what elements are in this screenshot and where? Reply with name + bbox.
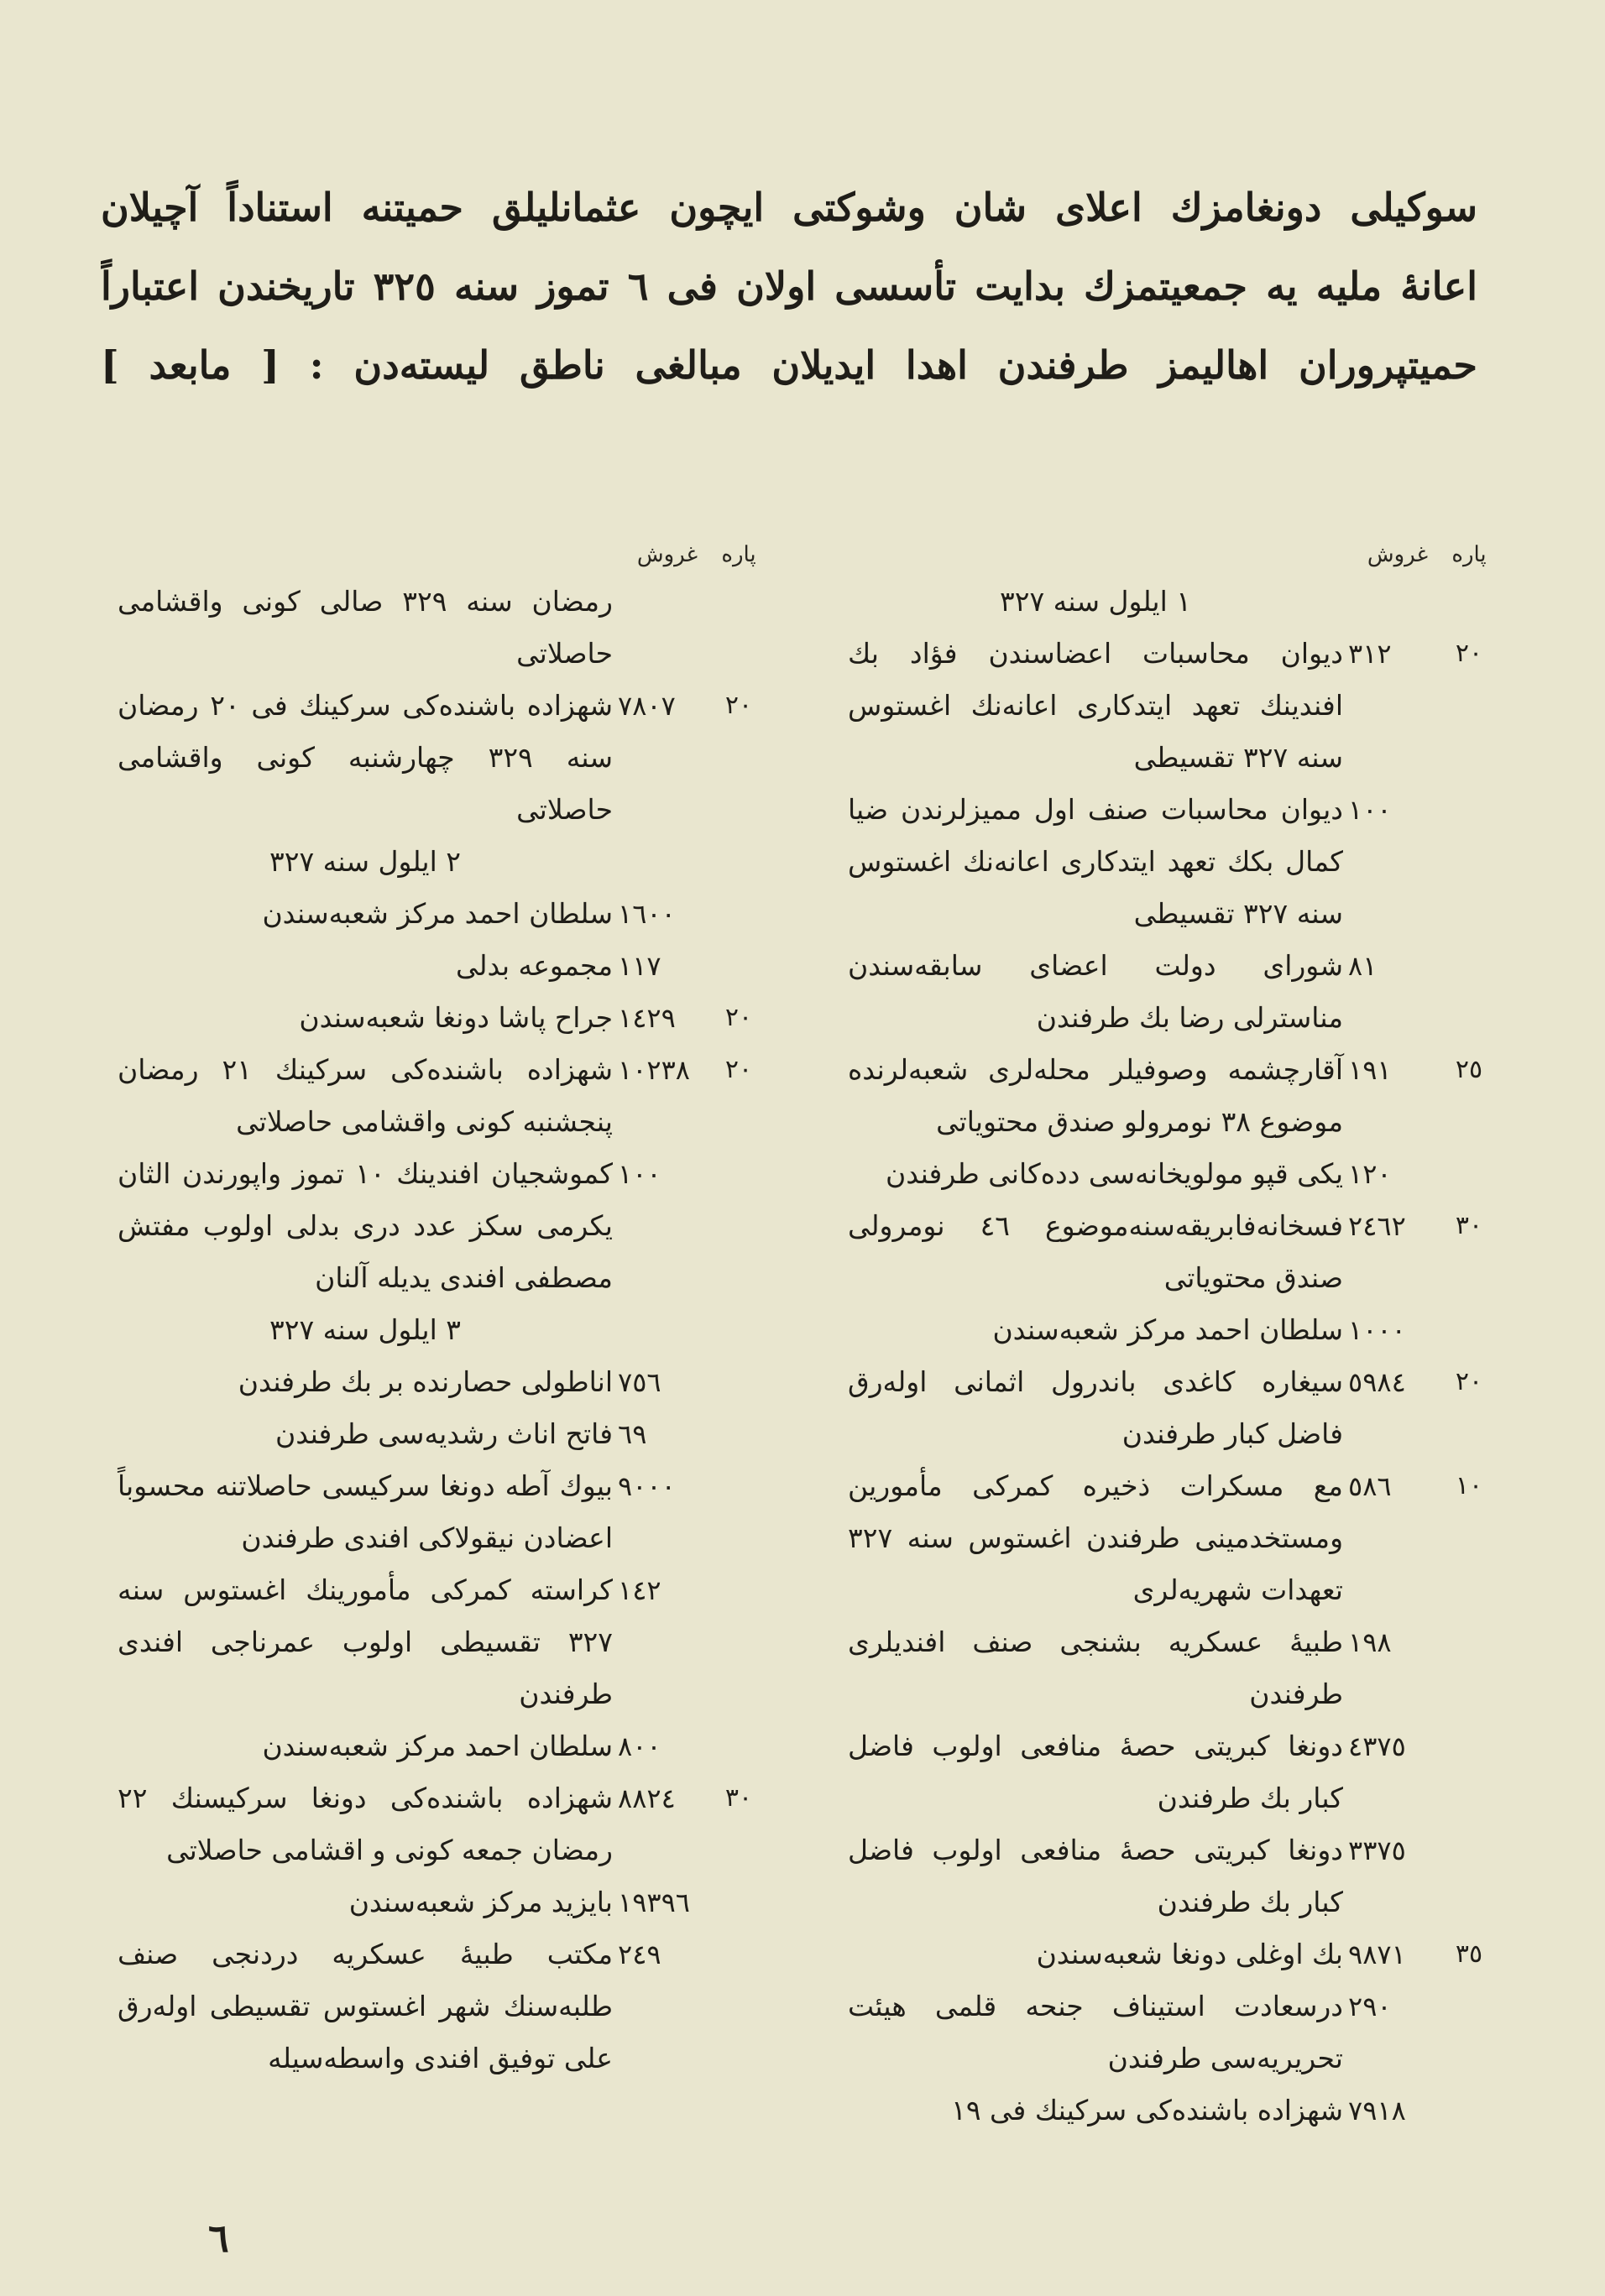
donation-entry <box>118 1876 764 1928</box>
para-amount: ٢٠ <box>1455 1367 1483 1396</box>
date-heading: ١ ایلول سنه ٣٢٧ <box>1000 585 1191 618</box>
donor-description: دونغا کبریتی حصهٔ منافعی اولوب فاضل کبار بك طرفندن <box>848 1730 1343 1814</box>
gurus-amount: ٩٠٠٠ <box>618 1470 676 1502</box>
donation-entry <box>848 1720 1494 1824</box>
para-amount: ٢٠ <box>724 691 753 720</box>
date-heading-row <box>118 1304 764 1356</box>
donation-entry <box>848 1616 1494 1720</box>
gurus-amount: ٦٩ <box>618 1418 647 1450</box>
donor-description: بك اوغلی دونغا شعبه‌سندن <box>1036 1938 1343 1970</box>
donor-description: سلطان احمد مرکز شعبه‌سندن <box>262 897 613 930</box>
gurus-amount: ١٠٠ <box>618 1158 661 1190</box>
donor-description: فسخانه‌فابریقه‌سنه‌موضوع ٤٦ نومرولی صندق محتویاتی <box>848 1209 1344 1294</box>
gurus-amount: ١٠٠٠ <box>1348 1314 1406 1346</box>
donation-entry <box>118 1460 764 1564</box>
donation-entry <box>118 1564 764 1720</box>
donor-description: جراح پاشا دونغا شعبه‌سندن <box>299 1001 613 1034</box>
donor-description: رمضان سنه ٣٢٩ صالی کونی واقشامی حاصلاتی <box>118 585 613 670</box>
entry-list <box>848 576 1494 2137</box>
gurus-amount: ١٩١ <box>1348 1054 1392 1086</box>
donation-entry <box>848 1304 1494 1356</box>
donor-description: درسعادت استیناف جنحه قلمی هیئت تحریریه‌سی طرفندن <box>848 1990 1343 2074</box>
intro-paragraph <box>101 168 1477 404</box>
gurus-amount: ٧٥٦ <box>618 1366 661 1398</box>
gurus-amount: ٢٤٩ <box>618 1939 661 1970</box>
gurus-amount: ٣٣٧٥ <box>1348 1834 1406 1866</box>
donor-description: مع مسکرات ذخیره کمرکی مأمورین ومستخدمینی طرفندن اغستوس سنه ٣٢٧ تعهدات شهریه‌لری <box>848 1469 1343 1606</box>
donor-description: یکی قپو مولویخانه‌سی دده‌کانی طرفندن <box>886 1157 1343 1190</box>
gurus-label: غروش <box>636 542 698 567</box>
donation-entry <box>848 1980 1494 2085</box>
donor-description: مکتب طبیهٔ عسکریه دردنجی صنف طلبه‌سنك شهر اغستوس تقسیطی اوله‌رق علی توفیق افندی واسطه‌سیله <box>118 1938 613 2074</box>
donation-entry <box>118 992 764 1044</box>
gurus-amount: ٣١٢ <box>1348 638 1392 670</box>
date-heading: ٢ ایلول سنه ٣٢٧ <box>269 845 461 878</box>
donor-description: دونغا کبریتی حصهٔ منافعی اولوب فاضل کبار بك طرفندن <box>848 1834 1343 1918</box>
date-heading-row <box>848 576 1494 628</box>
donation-entry <box>118 576 764 680</box>
gurus-amount: ٧٩١٨ <box>1348 2095 1406 2126</box>
donation-entry <box>848 1460 1494 1616</box>
donor-description: شهزاده باشنده‌کی سرکینك فی ١٩ <box>951 2094 1343 2126</box>
gurus-amount: ١٦٠٠ <box>618 898 676 930</box>
donor-description: بیوك آطه دونغا سرکیسی حاصلاتنه محسوباً اعضادن نیقولاکی افندی طرفندن <box>118 1469 613 1554</box>
gurus-amount: ٩٨٧١ <box>1348 1939 1406 1970</box>
gurus-amount: ١٤٢ <box>618 1574 661 1606</box>
gurus-label: غروش <box>1367 542 1429 567</box>
donation-entry <box>848 1200 1494 1304</box>
intro-line-3: حمیتپروران اهالیمز طرفندن اهدا ایدیلان مبالغی ناطق لیسته‌دن : [ مابعد ] <box>101 342 1477 388</box>
donation-entry <box>118 1356 764 1408</box>
para-amount: ٢٠ <box>724 1055 753 1084</box>
gurus-amount: ١٩٣٩٦ <box>618 1886 690 1918</box>
entry-list <box>118 576 764 2085</box>
donation-entry <box>118 680 764 836</box>
gurus-amount: ٢٩٠ <box>1348 1991 1392 2022</box>
donation-entry <box>848 940 1494 1044</box>
donation-entry <box>848 2085 1494 2137</box>
para-amount: ٣٠ <box>724 1783 753 1813</box>
donation-entry <box>118 1044 764 1148</box>
donation-entry <box>848 1928 1494 1980</box>
para-amount: ٣٥ <box>1455 1939 1483 1969</box>
donor-description: بایزید مرکز شعبه‌سندن <box>348 1886 613 1918</box>
gurus-amount: ١٤٢٩ <box>618 1002 676 1034</box>
gurus-amount: ٥٨٦ <box>1348 1470 1392 1502</box>
intro-line-1: سوکیلی دونغامزك اعلای شان وشوکتی ایچون عثمانلیلق حمیتنه استناداً آچیلان <box>101 185 1477 230</box>
donor-description: آقارچشمه وصوفیلر محله‌لری شعبه‌لرنده موضوع ٣٨ نومرولو صندق محتویاتی <box>848 1053 1343 1138</box>
donor-description: کراسته کمرکی مأمورینك اغستوس سنه ٣٢٧ تقسیطی اولوب عمرناجی افندی طرفندن <box>118 1573 613 1710</box>
gurus-amount: ٧٨٠٧ <box>618 690 676 722</box>
donor-description: مجموعه بدلی <box>455 949 613 982</box>
para-amount: ٢٥ <box>1455 1055 1483 1084</box>
donation-entry <box>848 1356 1494 1460</box>
donation-entry <box>118 1720 764 1772</box>
donor-description: کموشجیان افندینك ١٠ تموز واپورندن الثان یکرمی سکز عدد دری بدلی اولوب مفتش مصطفی افندی یدیله آلنان <box>118 1157 613 1294</box>
donation-entry <box>118 1928 764 2085</box>
donation-entry <box>118 1772 764 1876</box>
para-amount: ١٠ <box>1455 1471 1483 1500</box>
column-header <box>118 534 764 576</box>
donation-entry <box>848 784 1494 940</box>
intro-line-2: اعانهٔ ملیه یه جمعیتمزك بدایت تأسسی اولان فی ٦ تموز سنه ٣٢٥ تاریخندن اعتباراً <box>101 264 1477 309</box>
donation-entry <box>848 1148 1494 1200</box>
page-number: ٦ <box>208 2215 229 2261</box>
donation-entry <box>118 1408 764 1460</box>
donation-entry <box>848 1044 1494 1148</box>
date-heading: ٣ ایلول سنه ٣٢٧ <box>269 1313 461 1346</box>
donation-entry <box>848 628 1494 784</box>
gurus-amount: ٨٨٢٤ <box>618 1782 676 1814</box>
donor-description: دیوان محاسبات اعضاسندن فؤاد بك افندینك تعهد ایتدکاری اعانه‌نك اغستوس سنه ٣٢٧ تقسیطی <box>848 637 1343 774</box>
donor-description: اناطولی حصارنده بر بك طرفندن <box>238 1365 613 1398</box>
donation-entry <box>118 1148 764 1304</box>
gurus-amount: ٨٠٠ <box>618 1730 661 1762</box>
donor-description: طبیهٔ عسکریه بشنجی صنف افندیلری طرفندن <box>848 1625 1343 1710</box>
donor-description: سیغاره کاغدی باندرول اثمانی اوله‌رق فاضل کبار طرفندن <box>848 1365 1343 1450</box>
donation-column-left <box>118 534 764 2085</box>
donation-column-right <box>848 534 1494 2137</box>
column-header <box>848 534 1494 576</box>
para-amount: ٣٠ <box>1455 1211 1483 1240</box>
donor-description: فاتح اناث رشدیه‌سی طرفندن <box>275 1417 613 1450</box>
gurus-amount: ٨١ <box>1348 950 1378 982</box>
para-amount: ٢٠ <box>1455 639 1483 668</box>
date-heading-row <box>118 836 764 888</box>
donor-description: سلطان احمد مرکز شعبه‌سندن <box>992 1313 1343 1346</box>
donor-description: شورای دولت اعضای سابقه‌سندن مناسترلی رضا بك طرفندن <box>848 949 1343 1034</box>
donation-entry <box>118 940 764 992</box>
para-label: پاره <box>721 542 756 567</box>
donor-description: شهزاده باشنده‌کی دونغا سرکیسنك ٢٢ رمضان جمعه کونی و اقشامی حاصلاتی <box>118 1782 613 1866</box>
gurus-amount: ١٢٠ <box>1348 1158 1392 1190</box>
donor-description: شهزاده باشنده‌کی سرکینك ٢١ رمضان پنجشنبه کونی واقشامی حاصلاتی <box>118 1053 613 1138</box>
para-amount: ٢٠ <box>724 1003 753 1032</box>
donor-description: سلطان احمد مرکز شعبه‌سندن <box>262 1730 613 1762</box>
gurus-amount: ٥٩٨٤ <box>1348 1366 1406 1398</box>
gurus-amount: ١١٧ <box>618 950 661 982</box>
donor-description: شهزاده باشنده‌کی سرکینك فی ٢٠ رمضان سنه ٣٢٩ چهارشنبه کونی واقشامی حاصلاتی <box>118 689 613 826</box>
gurus-amount: ٤٣٧٥ <box>1348 1730 1406 1762</box>
donor-description: دیوان محاسبات صنف اول ممیزلرندن ضیا کمال بکك تعهد ایتدکاری اعانه‌نك اغستوس سنه ٣٢٧ تقسیطی <box>848 793 1343 930</box>
para-label: پاره <box>1451 542 1487 567</box>
donation-entry <box>118 888 764 940</box>
gurus-amount: ٢٤٦٢ <box>1348 1210 1406 1242</box>
donation-entry <box>848 1824 1494 1928</box>
gurus-amount: ١٠٢٣٨ <box>618 1054 690 1086</box>
gurus-amount: ١٩٨ <box>1348 1626 1392 1658</box>
gurus-amount: ١٠٠ <box>1348 794 1392 826</box>
